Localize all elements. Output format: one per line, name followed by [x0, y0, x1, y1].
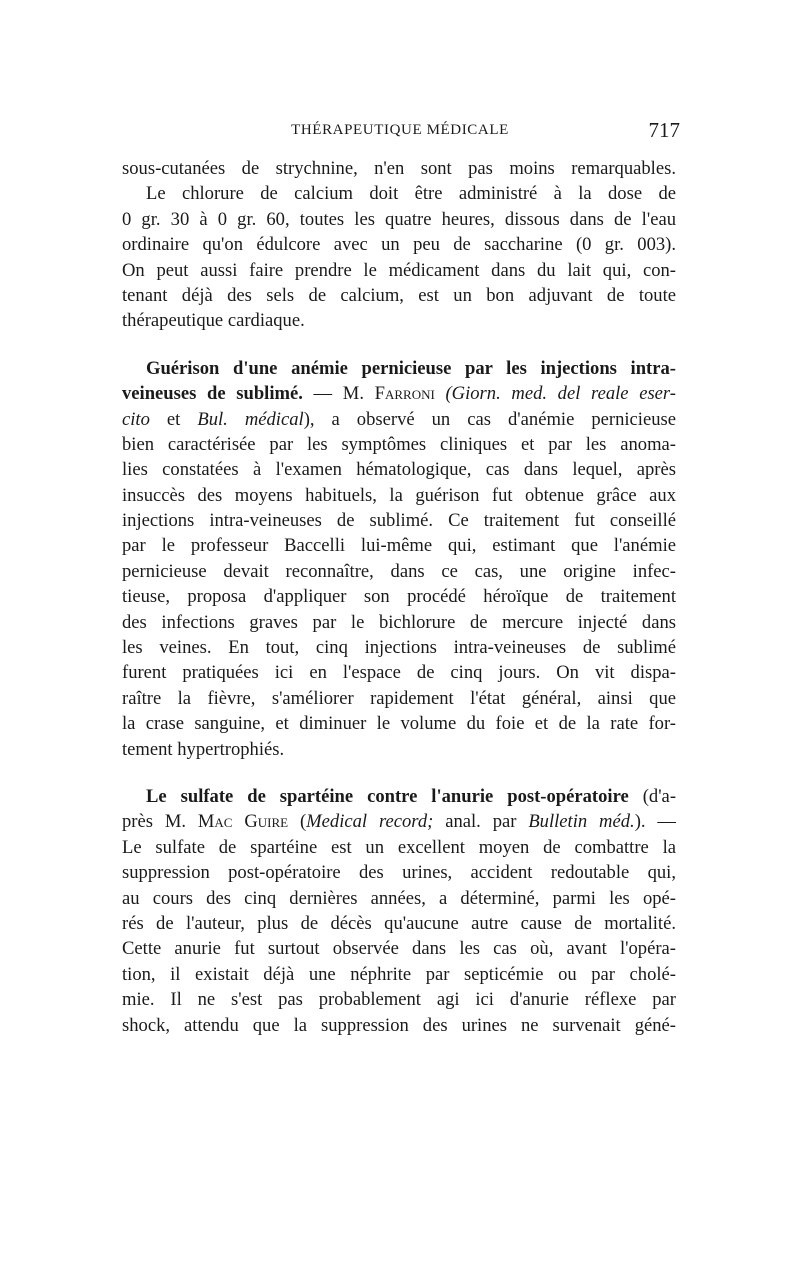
paragraph-gap — [122, 762, 676, 784]
text-run: (d'a- — [628, 785, 677, 807]
page-number: 717 — [648, 118, 680, 142]
text-run: ), a observé un cas d'anémie pernicieuse — [303, 408, 677, 430]
running-head — [120, 120, 680, 144]
conjunction: et — [149, 408, 198, 430]
source-citation: (Giorn. med. del reale eser- — [434, 383, 676, 405]
paragraph-calcium — [122, 156, 676, 334]
text-run: ). — — [634, 811, 676, 833]
text-line: au cours des cinq dernières années, a déterminé, parmi les opé- — [122, 887, 676, 909]
text-line: sous-cutanées de strychnine, n'en sont pas moins remarquables. — [122, 158, 676, 179]
text-line: thérapeutique cardiaque. — [122, 310, 305, 332]
text-run: ( — [288, 811, 307, 833]
text-line: tement hypertrophiés. — [122, 738, 285, 760]
text-line: On peut aussi faire prendre le médicament dans du lait qui, con- — [122, 259, 676, 281]
text-line: les veines. En tout, cinq injections intra-veineuses de sublimé — [122, 637, 676, 659]
text-line — [122, 381, 676, 406]
text-line: injections intra-veineuses de sublimé. Ce traitement fut conseillé — [122, 510, 676, 532]
text-line — [122, 407, 676, 432]
text-run: près M. — [122, 811, 198, 833]
body-text — [122, 156, 676, 1038]
text-line: furent pratiquées ici en l'espace de cinq jours. On vit dispa- — [122, 662, 676, 684]
text-line: la crase sanguine, et diminuer le volume du foie et de la rate for- — [122, 713, 676, 735]
text-line: tenant déjà des sels de calcium, est un bon adjuvant de toute — [122, 284, 676, 306]
section-heading: Guérison d'une anémie pernicieuse par les injections intra- — [146, 357, 676, 379]
author-name: Mac Guire — [197, 811, 289, 833]
text-line: insuccès des moyens habituels, la guérison fut obtenue grâce aux — [122, 484, 676, 506]
text-line: tion, il existait déjà une néphrite par septicémie ou par cholé- — [122, 963, 676, 985]
running-title: THÉRAPEUTIQUE MÉDICALE — [291, 122, 509, 138]
text-line: shock, attendu que la suppression des urines ne survenait géné- — [122, 1014, 676, 1036]
text-line: bien caractérisée par les symptômes cliniques et par les anoma- — [122, 433, 676, 455]
text-line — [122, 356, 676, 381]
text-line: 0 gr. 30 à 0 gr. 60, toutes les quatre heures, dissous dans de l'eau — [122, 208, 676, 230]
section-heading-continued: veineuses de sublimé. — [122, 383, 303, 405]
dash-m: — M. — [302, 383, 375, 405]
paragraph-gap — [122, 334, 676, 356]
text-line — [122, 784, 676, 809]
text-line — [122, 809, 676, 834]
source-citation-continued: cito — [122, 408, 150, 430]
paragraph-farroni — [122, 356, 676, 762]
text-line: par le professeur Baccelli lui-même qui, estimant que l'anémie — [122, 535, 676, 557]
source-citation-bulletin: Bul. médical — [197, 408, 304, 430]
text-line: rés de l'auteur, plus de décès qu'aucune autre cause de mortalité. — [122, 912, 676, 934]
text-line: Le chlorure de calcium doit être administré à la dose de — [146, 183, 676, 205]
text-line: pernicieuse devait reconnaître, dans ce cas, une origine infec- — [122, 560, 676, 582]
text-line: Cette anurie fut surtout observée dans les cas où, avant l'opéra- — [122, 938, 676, 960]
text-line: mie. Il ne s'est pas probablement agi ici d'anurie réflexe par — [122, 989, 676, 1011]
text-line: Le sulfate de spartéine est un excellent moyen de combattre la — [122, 836, 676, 858]
paragraph-sparteine — [122, 784, 676, 1038]
source-citation-bulletin: Bulletin méd. — [528, 811, 635, 833]
text-line: ordinaire qu'on édulcore avec un peu de saccharine (0 gr. 003). — [122, 234, 676, 256]
author-name: Farroni — [374, 383, 435, 405]
text-line: tieuse, proposa d'appliquer son procédé héroïque de traitement — [122, 586, 676, 608]
text-run: anal. par — [433, 811, 529, 833]
source-citation: Medical record; — [306, 811, 434, 833]
text-line: raître la fièvre, s'améliorer rapidement l'état général, ainsi que — [122, 687, 676, 709]
text-line: lies constatées à l'examen hématologique, cas dans lequel, après — [122, 459, 676, 481]
section-heading: Le sulfate de spartéine contre l'anurie post-opératoire — [146, 785, 629, 807]
text-line: des infections graves par le bichlorure de mercure injecté dans — [122, 611, 676, 633]
text-line: suppression post-opératoire des urines, accident redoutable qui, — [122, 862, 676, 884]
